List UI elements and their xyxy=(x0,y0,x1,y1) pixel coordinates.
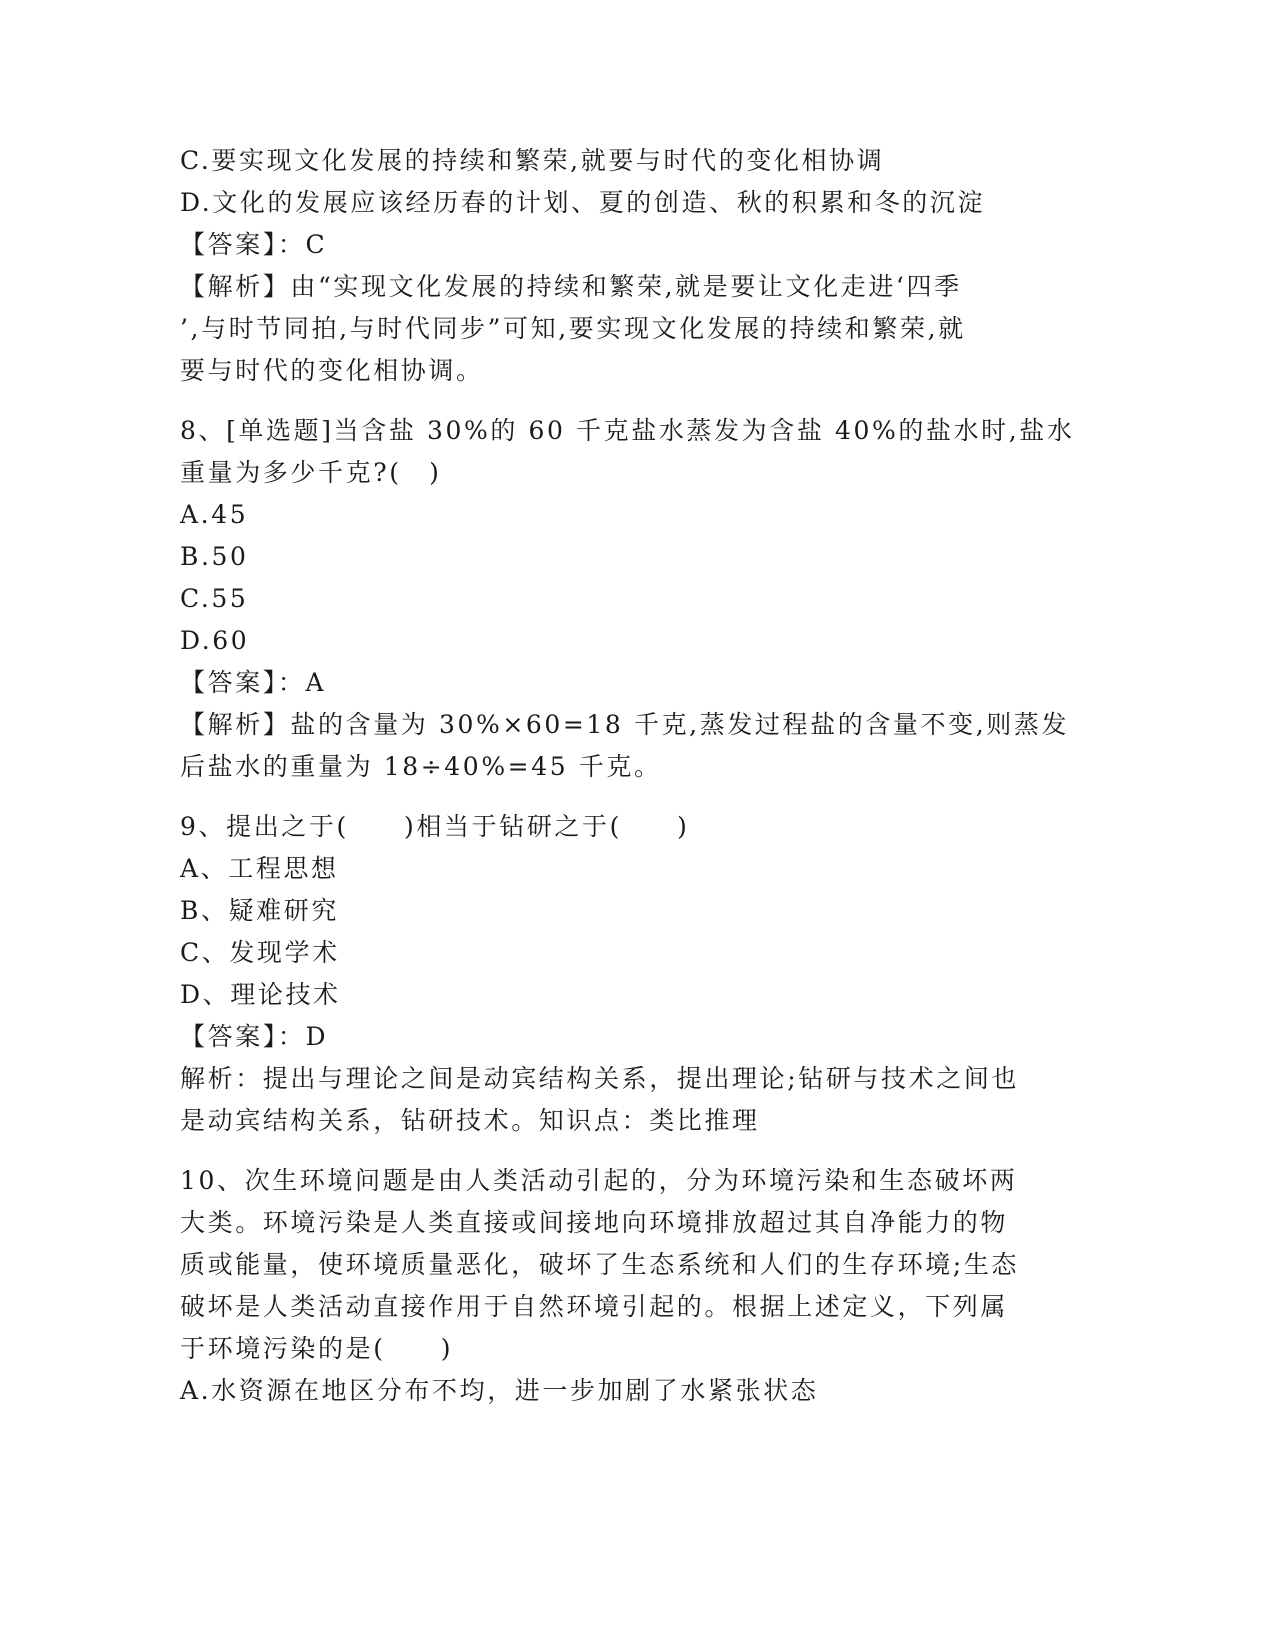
q7-analysis-line: ’,与时节同拍,与时代同步”可知,要实现文化发展的持续和繁荣,就 xyxy=(180,314,966,343)
q9-option-b: B、疑难研究 xyxy=(180,896,339,925)
paragraph-gap xyxy=(180,1142,1040,1160)
q7-option-c: C.要实现文化发展的持续和繁荣,就要与时代的变化相协调 xyxy=(180,146,885,175)
q10-option-a: A.水资源在地区分布不均，进一步加剧了水紧张状态 xyxy=(180,1376,819,1405)
q9-stem: 9、提出之于( )相当于钻研之于( ) xyxy=(180,812,690,841)
q10-stem-line: 10、次生环境问题是由人类活动引起的，分为环境污染和生态破坏两 xyxy=(180,1166,1018,1195)
q7-answer: 【答案】：C xyxy=(180,230,328,259)
q8-option-c: C.55 xyxy=(180,584,249,613)
q10-stem-line: 于环境污染的是( ) xyxy=(180,1334,454,1363)
q8-option-d: D.60 xyxy=(180,626,250,655)
q9-option-a: A、工程思想 xyxy=(180,854,339,883)
q10-stem-line: 大类。环境污染是人类直接或间接地向环境排放超过其自净能力的物 xyxy=(180,1208,1009,1237)
q8-analysis-line: 【解析】盐的含量为 30%×60=18 千克,蒸发过程盐的含量不变,则蒸发 xyxy=(180,710,1070,739)
q8-option-b: B.50 xyxy=(180,542,249,571)
q8-answer: 【答案】：A xyxy=(180,668,327,697)
q9-analysis-line: 是动宾结构关系，钻研技术。知识点：类比推理 xyxy=(180,1106,760,1135)
document-page xyxy=(180,140,1075,1412)
q8-stem-line: 8、[单选题]当含盐 30%的 60 千克盐水蒸发为含盐 40%的盐水时,盐水 xyxy=(180,416,1075,445)
q9-option-d: D、理论技术 xyxy=(180,980,341,1009)
q8-analysis-line: 后盐水的重量为 18÷40%=45 千克。 xyxy=(180,752,662,781)
q10-stem-line: 破坏是人类活动直接作用于自然环境引起的。根据上述定义，下列属 xyxy=(180,1292,1009,1321)
q9-option-c: C、发现学术 xyxy=(180,938,340,967)
q7-option-d: D.文化的发展应该经历春的计划、夏的创造、秋的积累和冬的沉淀 xyxy=(180,188,986,217)
q8-option-a: A.45 xyxy=(180,500,249,529)
q8-stem-line: 重量为多少千克?( ) xyxy=(180,458,442,487)
paragraph-gap xyxy=(180,392,1040,410)
q7-analysis-line: 【解析】由“实现文化发展的持续和繁荣,就是要让文化走进‘四季 xyxy=(180,272,962,301)
q9-analysis-line: 解析：提出与理论之间是动宾结构关系，提出理论;钻研与技术之间也 xyxy=(180,1064,1020,1093)
q7-analysis-line: 要与时代的变化相协调。 xyxy=(180,356,484,385)
q10-stem-line: 质或能量，使环境质量恶化，破坏了生态系统和人们的生存环境;生态 xyxy=(180,1250,1020,1279)
q9-answer: 【答案】：D xyxy=(180,1022,329,1051)
paragraph-gap xyxy=(180,788,1040,806)
